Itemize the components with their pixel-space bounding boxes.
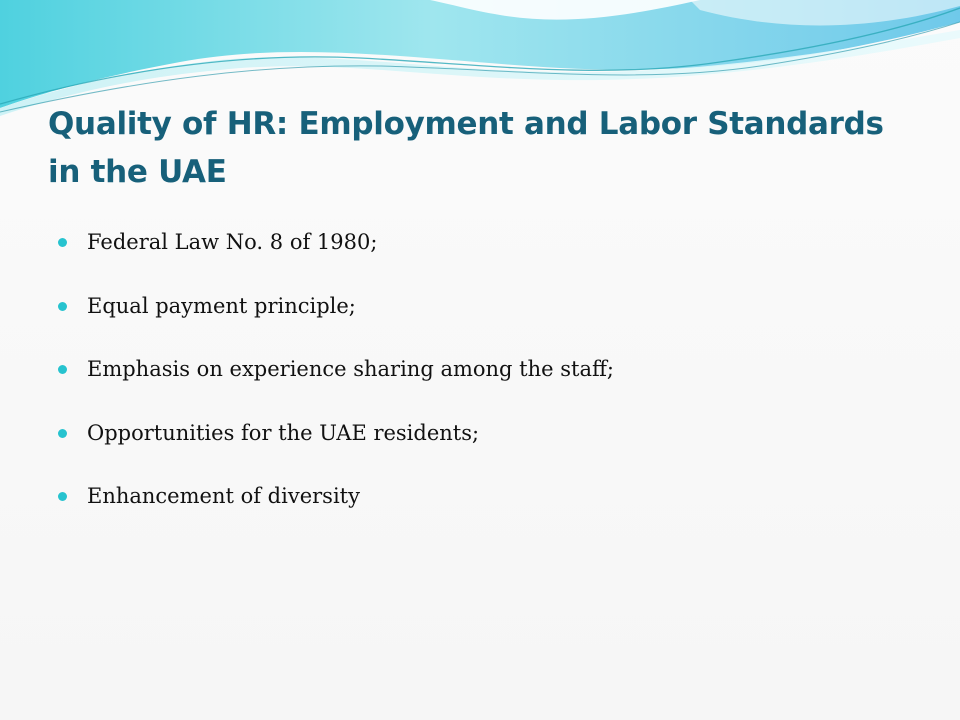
bullet-item bbox=[58, 415, 918, 479]
bullet-item bbox=[58, 478, 918, 542]
bullet-text: Enhancement of diversity bbox=[87, 484, 360, 508]
bullet-dot-icon bbox=[58, 429, 67, 438]
bullet-item bbox=[58, 224, 918, 288]
bullet-item bbox=[58, 288, 918, 352]
bullet-text: Opportunities for the UAE residents; bbox=[87, 420, 480, 445]
bullet-text: Federal Law No. 8 of 1980; bbox=[87, 230, 378, 254]
bullet-dot-icon bbox=[58, 302, 67, 311]
bullet-dot-icon bbox=[58, 365, 67, 374]
bullet-dot-icon bbox=[58, 492, 67, 501]
bullet-text: Emphasis on experience sharing among the staff; bbox=[87, 357, 614, 381]
bullet-text: Equal payment principle; bbox=[87, 293, 356, 318]
bullet-item bbox=[58, 351, 918, 415]
bullet-dot-icon bbox=[58, 238, 67, 247]
bullet-list bbox=[58, 224, 918, 542]
slide-title: Quality of HR: Employment and Labor Standards in the UAE bbox=[48, 106, 884, 190]
